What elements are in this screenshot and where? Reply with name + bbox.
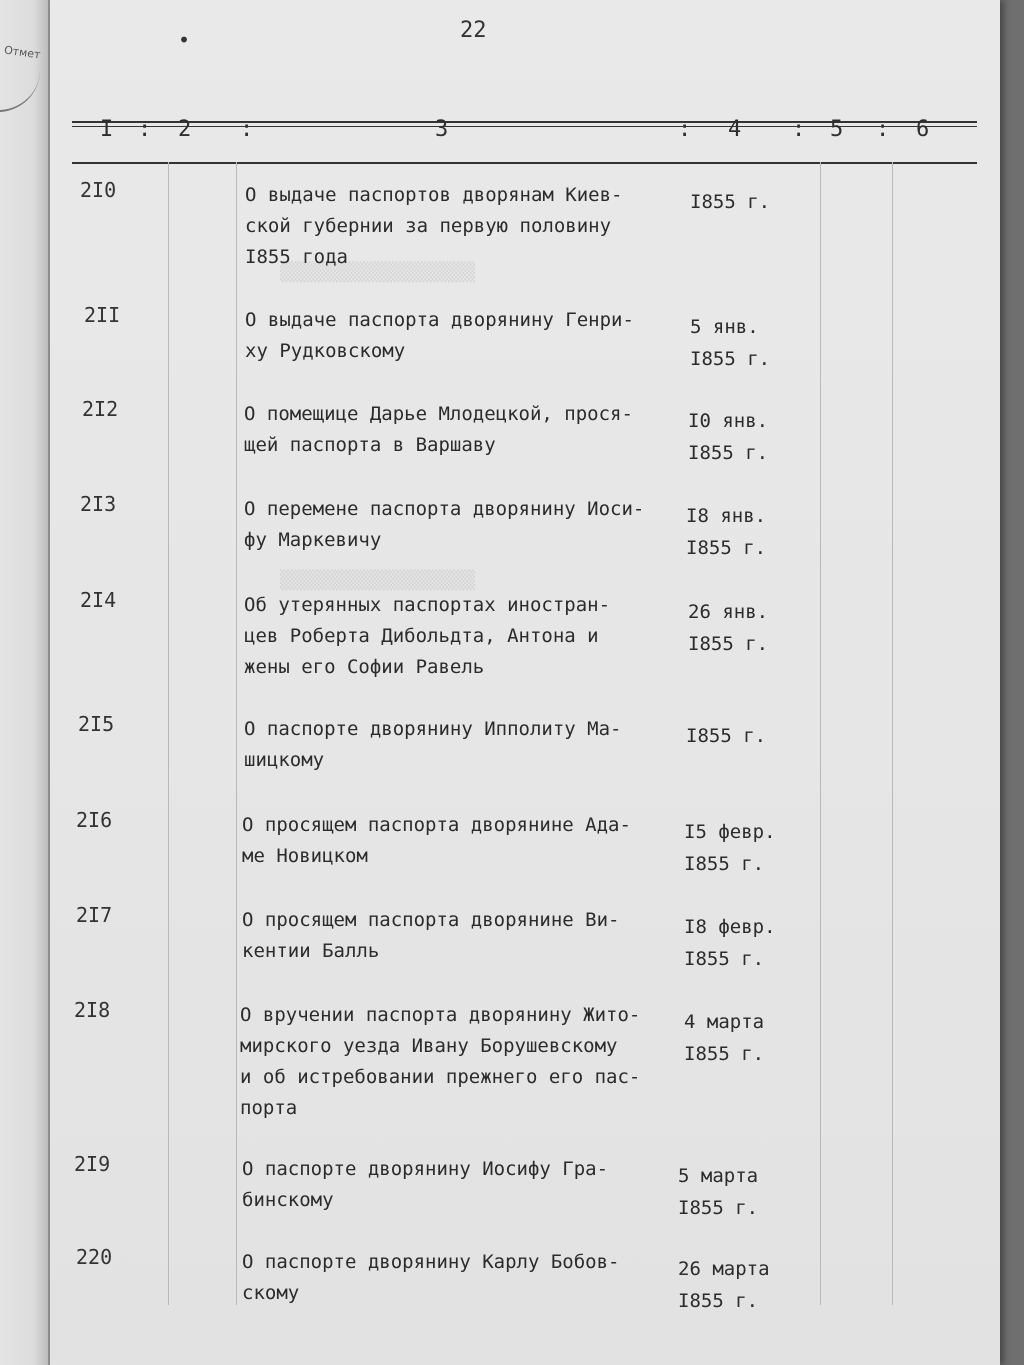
document-page bbox=[50, 0, 1000, 1365]
entry-date: 5 марта I855 г. bbox=[678, 1165, 759, 1219]
column-header-1: I bbox=[100, 117, 114, 142]
entry-title: О вручении паспорта дворянину Жито- мирского уезда Ивану Борушевскому и об истребовании прежнего его пас- порта bbox=[240, 1004, 641, 1119]
entry-title: О паспорте дворянину Иосифу Гра- бинскому bbox=[242, 1158, 609, 1211]
entry-date: I8 февр. I855 г. bbox=[684, 916, 776, 970]
entry-number: 220 bbox=[76, 1245, 113, 1269]
column-line bbox=[168, 162, 169, 1305]
column-header-6: 6 bbox=[916, 117, 930, 142]
entry-title: О паспорте дворянину Карлу Бобов- скому bbox=[242, 1251, 620, 1304]
entry-title: О просящем паспорта дворянине Ада- ме Новицком bbox=[242, 814, 631, 867]
column-separator: : bbox=[792, 117, 806, 142]
column-line bbox=[892, 162, 893, 1305]
entry-date: 4 марта I855 г. bbox=[684, 1011, 765, 1065]
bleed-through-text: ▒▒▒▒▒▒▒▒▒▒▒▒▒▒▒▒▒▒ bbox=[280, 570, 476, 591]
entry-number: 2I8 bbox=[74, 998, 111, 1022]
column-separator: : bbox=[876, 117, 890, 142]
column-header-5: 5 bbox=[830, 117, 844, 142]
entry-date: 26 янв. I855 г. bbox=[688, 601, 769, 655]
entry-date: 5 янв. I855 г. bbox=[690, 316, 771, 370]
entry-title: О перемене паспорта дворянину Иоси- фу Маркевичу bbox=[244, 498, 645, 551]
bleed-through-text: ▒▒▒▒▒▒▒▒▒▒▒▒▒▒▒▒▒▒ bbox=[280, 262, 476, 283]
ink-dot: • bbox=[178, 28, 191, 52]
entry-title: О помещице Дарье Млодецкой, прося- щей паспорта в Варшаву bbox=[244, 403, 633, 456]
column-separator: : bbox=[138, 117, 152, 142]
entry-number: 2I6 bbox=[76, 808, 113, 832]
entry-date: I855 г. bbox=[690, 191, 771, 213]
entry-number: 2I0 bbox=[80, 178, 117, 202]
entry-number: 2I9 bbox=[74, 1152, 111, 1176]
column-header-2: 2 bbox=[178, 117, 192, 142]
column-separator: : bbox=[240, 117, 254, 142]
header-rule-bottom bbox=[72, 162, 977, 164]
column-separator: : bbox=[678, 117, 692, 142]
entry-number: 2I5 bbox=[78, 712, 115, 736]
column-header-3: 3 bbox=[435, 117, 449, 142]
margin-stub-label: Отмет bbox=[3, 43, 42, 62]
entry-number: 2I7 bbox=[76, 903, 113, 927]
column-header-4: 4 bbox=[728, 117, 742, 142]
entry-number: 2I2 bbox=[82, 397, 119, 421]
column-line bbox=[236, 162, 237, 1305]
entry-date: I855 г. bbox=[686, 725, 767, 747]
entry-title: О выдаче паспортов дворянам Киев- ской губернии за первую половину I855 года bbox=[245, 184, 623, 268]
entry-title: Об утерянных паспортах иностран- цев Роберта Дибольдта, Антона и жены его Софии Равель bbox=[244, 594, 611, 678]
entry-date: I5 февр. I855 г. bbox=[684, 821, 776, 875]
entry-number: 2I4 bbox=[80, 588, 117, 612]
entry-number: 2II bbox=[84, 303, 121, 327]
entry-title: О просящем паспорта дворянине Ви- кентии Балль bbox=[242, 909, 620, 962]
entry-number: 2I3 bbox=[80, 492, 117, 516]
entry-date: I8 янв. I855 г. bbox=[686, 505, 767, 559]
previous-page-edge bbox=[0, 0, 50, 1365]
entry-date: I0 янв. I855 г. bbox=[688, 410, 769, 464]
column-line bbox=[820, 162, 821, 1305]
entry-title: О выдаче паспорта дворянину Генри- ху Рудковскому bbox=[245, 309, 634, 362]
entry-date: 26 марта I855 г. bbox=[678, 1258, 770, 1312]
entry-title: О паспорте дворянину Ипполиту Ма- шицкому bbox=[244, 718, 622, 771]
page-number: 22 bbox=[460, 18, 487, 43]
margin-stub-curve bbox=[0, 70, 40, 112]
